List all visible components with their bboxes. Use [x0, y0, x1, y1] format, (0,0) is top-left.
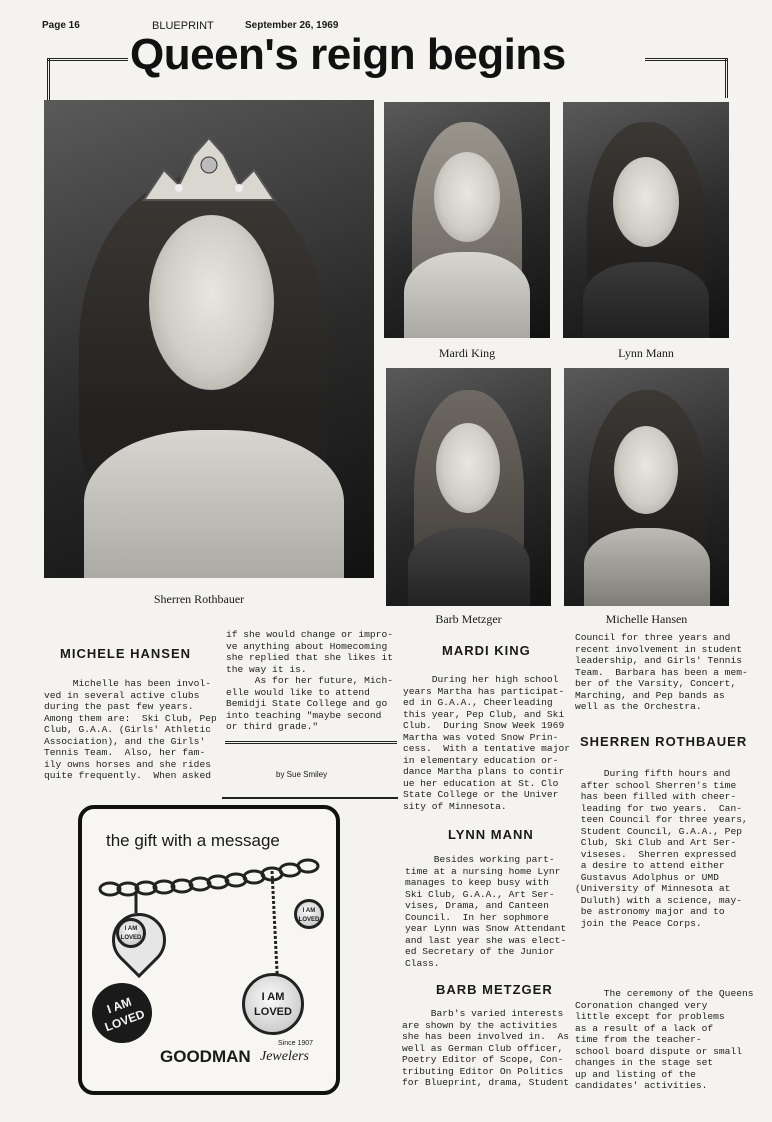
- tiara-icon: [139, 130, 279, 210]
- headline: Queen's reign begins: [130, 30, 566, 79]
- column-rule: [225, 741, 397, 744]
- i-am-loved-badge: I AM LOVED: [84, 975, 161, 1052]
- mardi-caption: Mardi King: [438, 346, 496, 360]
- large-medal-icon: I AM LOVED: [242, 973, 304, 1035]
- jeweler-advertisement: [78, 805, 340, 1095]
- small-charm-icon: I AM LOVED: [294, 899, 324, 929]
- heart-medal-text: I AM LOVED: [116, 918, 146, 948]
- ceremony-body: The ceremony of the Queens Coronation changed very little except for problems as a result of a lack of time from the teacher- school board dispute or small changes in the stage set up and listing of the candidates' activities.: [575, 988, 754, 1091]
- queen-caption: Sherren Rothbauer: [153, 592, 245, 606]
- queen-photo: [44, 100, 374, 578]
- headline-rule-left-drop: [47, 58, 50, 100]
- sherren-body: During fifth hours and after school Sherren's time has been filled with cheer- leading for two years. Can- teen Council for three years, Student Council, G.A.A., Pep Club, Ski Club and Art Ser- viseses. Sherren expressed a desire to attend either Gustavus Adolphus or UMD (University of Minnesota at Duluth) with a science, may- be astronomy major and to join the Peace Corps.: [575, 768, 748, 929]
- michelle-photo: [564, 368, 729, 606]
- mardi-heading: MARDI KING: [442, 643, 531, 658]
- michelle-caption: Michelle Hansen: [605, 612, 688, 626]
- page-number: Page 16: [42, 20, 80, 31]
- byline-rule: [222, 797, 398, 799]
- lynn-heading: LYNN MANN: [448, 827, 534, 842]
- michele-body: Michelle has been invol- ved in several active clubs during the past few years. Among them are: Ski Club, Pep Club, G.A.A. (Girls' Athletic Association), and the Girls' Tennis Team. Also, her fam- ily owns horses and she rides quite frequently. When asked: [44, 678, 217, 781]
- barb-heading: BARB METZGER: [436, 982, 553, 997]
- issue-date: September 26, 1969: [245, 20, 339, 31]
- lynn-caption: Lynn Mann: [618, 346, 674, 360]
- michele-heading: MICHELE HANSEN: [60, 646, 192, 661]
- mardi-photo: [384, 102, 550, 338]
- lynn-body: Besides working part- time at a nursing home Lynr manages to keep busy with Ski Club, G.A.A., Art Ser- vises, Drama, and Canteen Council. In her sophmore year Lynn was Snow Attendant and last year she was elect- ed Secretary of the Junior Class.: [405, 854, 567, 969]
- lynn-photo: [563, 102, 729, 338]
- headline-rule-right: [645, 58, 727, 61]
- headline-rule-right-drop: [725, 58, 728, 98]
- barb-body: Barb's varied interests are shown by the activities she has been involved in. As well as German Club officer, Poetry Editor of Scope, Con- tributing Editor On Politics for Blueprint, drama, Student: [402, 1008, 569, 1088]
- ad-brand: GOODMAN: [160, 1047, 251, 1066]
- heart-bail-icon: [116, 891, 156, 913]
- ad-script: Jewelers: [260, 1049, 309, 1064]
- mardi-body: During her high school years Martha has participat- ed in G.A.A., Cheerleading this year, Pep Club, and Ski Club. During Snow Week 1969 Martha was voted Snow Prin- cess. With a tentative major in elementary education or- dance Martha plans to contir ue her education at St. Clo State College or the Univer sity of Minnesota.: [403, 674, 570, 812]
- barb-caption: Barb Metzger: [435, 612, 502, 626]
- michele-continued: if she would change or impro- ve anything about Homecoming she replied that she likes it the way it is. As for her future, Mich- elle would like to attend Bemidji State College and go into teaching "maybe second or third grade.": [226, 629, 393, 732]
- ad-title: the gift with a message: [106, 831, 280, 850]
- headline-rule-left: [48, 58, 128, 61]
- newspaper-name: BLUEPRINT: [152, 20, 214, 32]
- sherren-heading: SHERREN ROTHBAUER: [580, 734, 748, 749]
- byline: by Sue Smiley: [276, 770, 328, 779]
- barb-photo: [386, 368, 551, 606]
- barb-continued: Council for three years and recent involvement in student leadership, and Girls' Tennis Team. Barbara has been a mem- ber of the Varsity, Concert, Marching, and Pep bands as well as the Orchestra.: [575, 632, 748, 712]
- ad-since: Since 1907: [278, 1040, 314, 1047]
